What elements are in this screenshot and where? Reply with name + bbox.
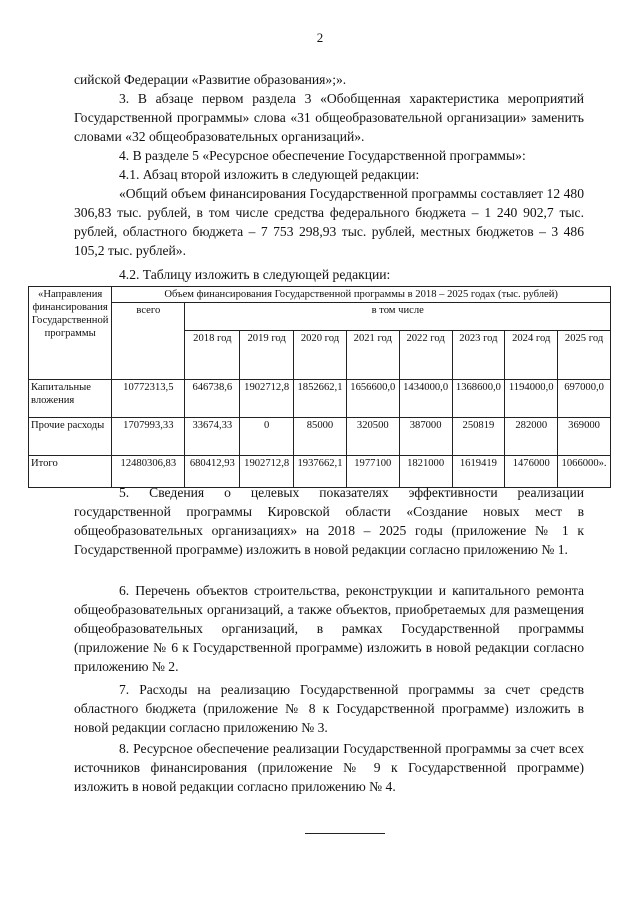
year-header: 2023 год xyxy=(452,331,505,380)
paragraph-continuation: сийской Федерации «Развитие образования»;». xyxy=(74,72,347,87)
paragraph-8: 8. Ресурсное обеспечение реализации Государственной программы за счет всех источников финансирования (приложение № 9 к Государственной программе) изложить в новой редакции согласно приложению № 4. xyxy=(74,741,584,794)
year-header: 2019 год xyxy=(240,331,294,380)
row-value: 33674,33 xyxy=(185,418,240,456)
year-header: 2024 год xyxy=(505,331,558,380)
row-value: 85000 xyxy=(294,418,347,456)
row-value: 1066000». xyxy=(558,456,611,488)
row-value: 387000 xyxy=(399,418,452,456)
page-number: 2 xyxy=(316,30,324,45)
row-value: 1476000 xyxy=(505,456,558,488)
row-value: 0 xyxy=(240,418,294,456)
year-header: 2020 год xyxy=(294,331,347,380)
row-value: 1194000,0 xyxy=(505,380,558,418)
row-value: 250819 xyxy=(452,418,505,456)
paragraph-4: 4. В разделе 5 «Ресурсное обеспечение Государственной программы»: xyxy=(119,148,526,163)
row-value: 680412,93 xyxy=(185,456,240,488)
table-row xyxy=(29,418,611,456)
year-header: 2025 год xyxy=(558,331,611,380)
year-header: 2022 год xyxy=(399,331,452,380)
paragraph-7: 7. Расходы на реализацию Государственной программы за счет средств областного бюджета (приложение № 8 к Государственной программе) изложить в новой редакции согласно приложению № 3. xyxy=(74,682,584,735)
row-total: 12480306,83 xyxy=(112,456,185,488)
year-header: 2018 год xyxy=(185,331,240,380)
header-direction: «Направления финансирования Государственной программы xyxy=(29,287,112,380)
row-value: 282000 xyxy=(505,418,558,456)
financing-table xyxy=(28,286,611,488)
row-value: 1368600,0 xyxy=(452,380,505,418)
row-value: 1619419 xyxy=(452,456,505,488)
row-value: 1977100 xyxy=(346,456,399,488)
row-value: 1852662,1 xyxy=(294,380,347,418)
header-total: всего xyxy=(112,303,185,380)
paragraph-4-1: 4.1. Абзац второй изложить в следующей редакции: xyxy=(119,167,420,182)
row-label: Капитальные вложения xyxy=(29,380,112,418)
row-label: Прочие расходы xyxy=(29,418,112,456)
row-value: 697000,0 xyxy=(558,380,611,418)
paragraph-6: 6. Перечень объектов строительства, реконструкции и капитального ремонта общеобразовательных организаций, а также объектов, приобретаемых для размещения общеобразовательных организаций, в рамках Государственной программы (приложение № 6 к Государственной программе) изложить в новой редакции согласно приложению № 2. xyxy=(74,583,584,674)
paragraph-5: 5. Сведения о целевых показателях эффективности реализации государственной программы Кировской области «Создание новых мест в общеобразовательных организациях» на 2018 – 2025 годы (приложение № 1 к Государственной программе) изложить в новой редакции согласно приложению № 1. xyxy=(74,485,584,557)
row-value: 1434000,0 xyxy=(399,380,452,418)
closing-rule xyxy=(305,833,385,834)
row-value: 369000 xyxy=(558,418,611,456)
year-header: 2021 год xyxy=(346,331,399,380)
row-value: 1821000 xyxy=(399,456,452,488)
paragraph-4-2: 4.2. Таблицу изложить в следующей редакции: xyxy=(119,267,391,282)
header-volume: Объем финансирования Государственной программы в 2018 – 2025 годах (тыс. рублей) xyxy=(112,287,611,303)
header-including: в том числе xyxy=(185,303,611,331)
row-value: 1902712,8 xyxy=(240,456,294,488)
row-value: 646738,6 xyxy=(185,380,240,418)
row-label: Итого xyxy=(29,456,112,488)
row-total: 10772313,5 xyxy=(112,380,185,418)
row-value: 1902712,8 xyxy=(240,380,294,418)
row-value: 1656600,0 xyxy=(346,380,399,418)
row-value: 320500 xyxy=(346,418,399,456)
table-row xyxy=(29,380,611,418)
paragraph-3: 3. В абзаце первом раздела 3 «Обобщенная характеристика мероприятий Государственной программы» слова «31 общеобразовательной организации» заменить словами «32 общеобразовательных организаций». xyxy=(74,91,584,144)
row-value: 1937662,1 xyxy=(294,456,347,488)
row-total: 1707993,33 xyxy=(112,418,185,456)
paragraph-quote: «Общий объем финансирования Государственной программы составляет 12 480 306,83 тыс. рублей, в том числе средства федерального бюджета – 1 240 902,7 тыс. рублей, областного бюджета – 7 753 298,93 тыс. рублей, местных бюджетов – 3 486 105,2 тыс. рублей». xyxy=(74,186,584,258)
